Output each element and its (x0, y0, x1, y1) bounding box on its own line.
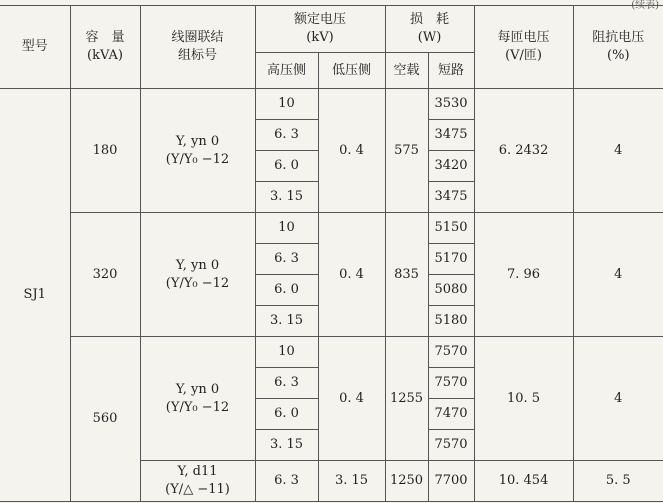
v-per-turn-cell: 10. 454 (474, 461, 573, 502)
impedance-cell: 4 (573, 337, 663, 461)
short-circuit-cell: 7470 (428, 399, 474, 430)
header-winding-label: 线圈联结 (171, 30, 224, 46)
header-rated-voltage (255, 6, 385, 53)
table-row (0, 213, 663, 244)
short-circuit-cell: 5170 (428, 244, 474, 275)
short-circuit-cell: 7570 (428, 368, 474, 399)
hv-cell: 6. 3 (255, 368, 318, 399)
winding-cell (140, 213, 255, 337)
hv-cell: 10 (255, 89, 318, 120)
short-circuit-cell: 5180 (428, 306, 474, 337)
capacity-cell: 180 (70, 89, 140, 213)
winding-code-alt: (Y/Y₀ −12 (165, 151, 230, 167)
hv-cell: 6. 0 (255, 151, 318, 182)
impedance-cell: 4 (573, 213, 663, 337)
hv-cell: 6. 3 (255, 120, 318, 151)
v-per-turn-cell: 6. 2432 (474, 89, 573, 213)
winding-cell (140, 89, 255, 213)
header-v-per-turn-unit: (V/匝) (505, 48, 542, 63)
winding-code: Y, d11 (177, 464, 218, 480)
header-impedance-label: 阻抗电压 (592, 30, 645, 46)
hv-cell: 3. 15 (255, 306, 318, 337)
lv-cell: 0. 4 (318, 89, 385, 213)
header-hv-side: 高压侧 (255, 53, 318, 89)
short-circuit-cell: 7570 (428, 430, 474, 461)
hv-cell: 10 (255, 213, 318, 244)
hv-cell: 3. 15 (255, 430, 318, 461)
continuation-marker: (续表) (631, 0, 659, 11)
impedance-cell: 4 (573, 89, 663, 213)
header-no-load: 空载 (385, 53, 428, 89)
header-short-circuit: 短路 (428, 53, 474, 89)
header-loss-unit: (W) (417, 30, 442, 45)
hv-cell: 3. 15 (255, 182, 318, 213)
header-rated-voltage-unit: (kV) (306, 30, 334, 45)
short-circuit-cell: 7570 (428, 337, 474, 368)
header-winding-label-2: 组标号 (177, 48, 217, 63)
winding-cell (140, 337, 255, 461)
header-capacity-unit: (kVA) (87, 48, 123, 63)
lv-cell: 0. 4 (318, 337, 385, 461)
transformer-spec-table (0, 5, 663, 502)
short-circuit-cell: 5080 (428, 275, 474, 306)
winding-code: Y, yn 0 (175, 381, 220, 397)
hv-cell: 6. 0 (255, 399, 318, 430)
header-v-per-turn (474, 6, 573, 89)
header-row-1 (0, 6, 663, 53)
no-load-cell: 1255 (385, 337, 428, 461)
lv-cell: 0. 4 (318, 213, 385, 337)
short-circuit-cell: 3475 (428, 120, 474, 151)
header-capacity-label: 容 量 (85, 30, 125, 46)
winding-cell (140, 461, 255, 502)
no-load-cell: 575 (385, 89, 428, 213)
model-cell: SJ1 (0, 89, 70, 502)
header-loss (385, 6, 474, 53)
header-lv-side: 低压侧 (318, 53, 385, 89)
v-per-turn-cell: 7. 96 (474, 213, 573, 337)
table-row (0, 337, 663, 368)
winding-code-alt: (Y/△ −11) (165, 482, 230, 497)
header-winding (140, 6, 255, 89)
winding-code: Y, yn 0 (175, 133, 220, 149)
hv-cell: 10 (255, 337, 318, 368)
capacity-cell: 560 (70, 337, 140, 502)
short-circuit-cell: 3420 (428, 151, 474, 182)
short-circuit-cell: 3475 (428, 182, 474, 213)
short-circuit-cell: 3530 (428, 89, 474, 120)
capacity-cell: 320 (70, 213, 140, 337)
v-per-turn-cell: 10. 5 (474, 337, 573, 461)
header-impedance-unit: (%) (607, 48, 630, 63)
short-circuit-cell: 7700 (428, 461, 474, 502)
short-circuit-cell: 5150 (428, 213, 474, 244)
table-row (0, 89, 663, 120)
winding-code: Y, yn 0 (175, 257, 220, 273)
header-capacity (70, 6, 140, 89)
header-rated-voltage-label: 额定电压 (294, 12, 347, 28)
header-v-per-turn-label: 每匝电压 (497, 30, 550, 46)
header-impedance (573, 6, 663, 89)
hv-cell: 6. 0 (255, 275, 318, 306)
no-load-cell: 1250 (385, 461, 428, 502)
lv-cell: 3. 15 (318, 461, 385, 502)
winding-code-alt: (Y/Y₀ −12 (165, 275, 230, 291)
impedance-cell: 5. 5 (573, 461, 663, 502)
hv-cell: 6. 3 (255, 244, 318, 275)
no-load-cell: 835 (385, 213, 428, 337)
header-loss-label: 损 耗 (410, 12, 450, 28)
hv-cell: 6. 3 (255, 461, 318, 502)
header-model: 型号 (0, 6, 70, 89)
winding-code-alt: (Y/Y₀ −12 (165, 399, 230, 415)
